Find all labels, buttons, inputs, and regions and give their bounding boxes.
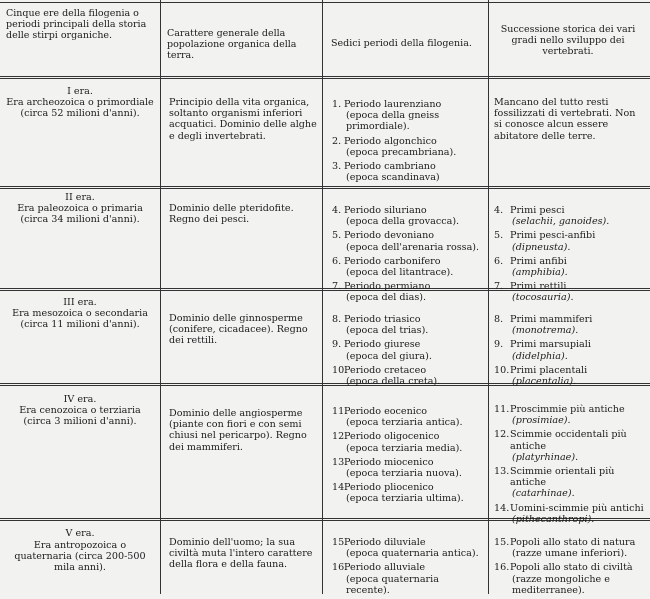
- era-character: Dominio delle pteridofite. Regno dei pesci.: [169, 203, 294, 226]
- vertebrate-list: [494, 314, 644, 390]
- era-title: I era.: [67, 86, 93, 97]
- period-list: [332, 99, 484, 186]
- period-list: [332, 406, 484, 508]
- era-character: Principio della vita organica, soltanto organismi inferiori acquatici. Dominio delle alghe e degli invertebrati.: [169, 97, 317, 142]
- column-divider: [488, 0, 489, 594]
- era-name: Era paleozoica o primaria (circa 34 milioni d'anni).: [17, 203, 143, 226]
- vertebrate-item: 10. Primi placentali (placentalia).: [494, 364, 588, 388]
- vertebrate-item: 16. Popoli allo stato di civiltà (razze mongoliche e mediterranee).: [494, 562, 633, 596]
- era-name: Era antropozoica o quaternaria (circa 200-500 mila anni).: [14, 540, 146, 574]
- period-list: [332, 537, 484, 599]
- vertebrate-list: [494, 404, 644, 528]
- vertebrate-item: 11. Proscimmie più antiche (prosimiae).: [494, 404, 625, 427]
- era-title: IV era.: [63, 394, 97, 405]
- row-divider: [0, 2, 650, 3]
- period-item: 1. Periodo laurenziano (epoca della gneiss primordiale).: [332, 99, 442, 133]
- period-item: 3. Periodo cambriano (epoca scandinava): [332, 161, 440, 184]
- era-name: Era cenozoica o terziaria (circa 3 milioni d'anni).: [19, 405, 141, 428]
- vertebrate-item: 4. Primi pesci (selachii, ganoides).: [494, 205, 610, 228]
- era-title: III era.: [63, 297, 97, 308]
- period-item: 8. Periodo triasico (epoca del trias).: [332, 314, 429, 337]
- period-item: 15. Periodo diluviale (epoca quaternaria antica).: [332, 537, 479, 560]
- era-title: II era.: [65, 192, 95, 203]
- period-list: [332, 314, 484, 390]
- era-title: V era.: [65, 528, 95, 539]
- era-character: Dominio delle ginnosperme (conifere, cicadacee). Regno dei rettili.: [169, 313, 308, 347]
- period-item: 10. Periodo cretaceo (epoca della creta).: [332, 364, 441, 388]
- row-divider: [0, 186, 650, 189]
- period-item: 13. Periodo miocenico (epoca terziaria nuova).: [332, 456, 462, 480]
- period-item: 2. Periodo algonchico (epoca precambriana).: [332, 135, 457, 158]
- vertebrate-item: 5. Primi pesci-anfibi (dipneusta).: [494, 230, 596, 253]
- period-item: 11. Periodo eocenico (epoca terziaria antica).: [332, 406, 463, 429]
- period-item: 12. Periodo oligocenico (epoca terziaria media).: [332, 431, 463, 454]
- period-item: 4. Periodo siluriano (epoca della grovacca).: [332, 205, 460, 228]
- vertebrate-item: 15. Popoli allo stato di natura (razze umane inferiori).: [494, 537, 636, 560]
- vertebrates-note: Mancano del tutto resti fossilizzati di vertebrati. Non si conosce alcun essere abitatore delle terre.: [494, 97, 636, 142]
- header-character: Carattere generale della popolazione organica della terra.: [167, 28, 297, 62]
- vertebrate-item: 13. Scimmie orientali più antiche (catarhinae).: [494, 466, 615, 500]
- period-item: 16. Periodo alluviale (epoca quaternaria recente).: [332, 562, 439, 596]
- header-vertebrates: Successione storica dei vari gradi nello sviluppo dei vertebrati.: [500, 24, 636, 58]
- period-item: 5. Periodo devoniano (epoca dell'arenaria rossa).: [332, 230, 480, 253]
- vertebrate-item: 12. Scimmie occidentali più antiche (platyrhinae).: [494, 429, 627, 463]
- vertebrate-item: 8. Primi mammiferi (monotrema).: [494, 314, 593, 337]
- era-name: Era archeozoica o primordiale (circa 52 milioni d'anni).: [6, 97, 154, 120]
- period-item: 9. Periodo giurese (epoca del giura).: [332, 339, 432, 362]
- header-divider: [0, 76, 650, 79]
- era-character: Dominio dell'uomo; la sua civiltà muta l'intero carattere della flora e della fauna.: [169, 537, 313, 571]
- vertebrate-item: 6. Primi anfibi (amphibia).: [494, 255, 568, 279]
- vertebrate-list: [494, 205, 644, 307]
- period-item: 14. Periodo pliocenico (epoca terziaria ultima).: [332, 482, 464, 505]
- vertebrate-item: 9. Primi marsupiali (didelphia).: [494, 339, 591, 362]
- period-item: 6. Periodo carbonifero (epoca del litantrace).: [332, 255, 454, 279]
- vertebrate-list: [494, 537, 644, 599]
- header-periods: Sedici periodi della filogenia.: [331, 38, 472, 49]
- column-divider: [322, 0, 323, 594]
- column-divider: [160, 0, 161, 594]
- period-item: 7. Periodo permiano (epoca del dias).: [332, 281, 431, 304]
- vertebrate-item: 7. Primi rettili (tocosauria).: [494, 281, 574, 304]
- era-character: Dominio delle angiosperme (piante con fiori e con semi chiusi nel pericarpo). Regno dei mammiferi.: [169, 408, 307, 453]
- vertebrate-item: 14. Uomini-scimmie più antichi (pithecanthropi).: [494, 502, 644, 525]
- period-list: [332, 205, 484, 307]
- era-name: Era mesozoica o secondaria (circa 11 milioni d'anni).: [12, 308, 148, 331]
- header-eras: Cinque ere della filogenia o periodi principali della storia delle stirpi organiche.: [6, 8, 147, 42]
